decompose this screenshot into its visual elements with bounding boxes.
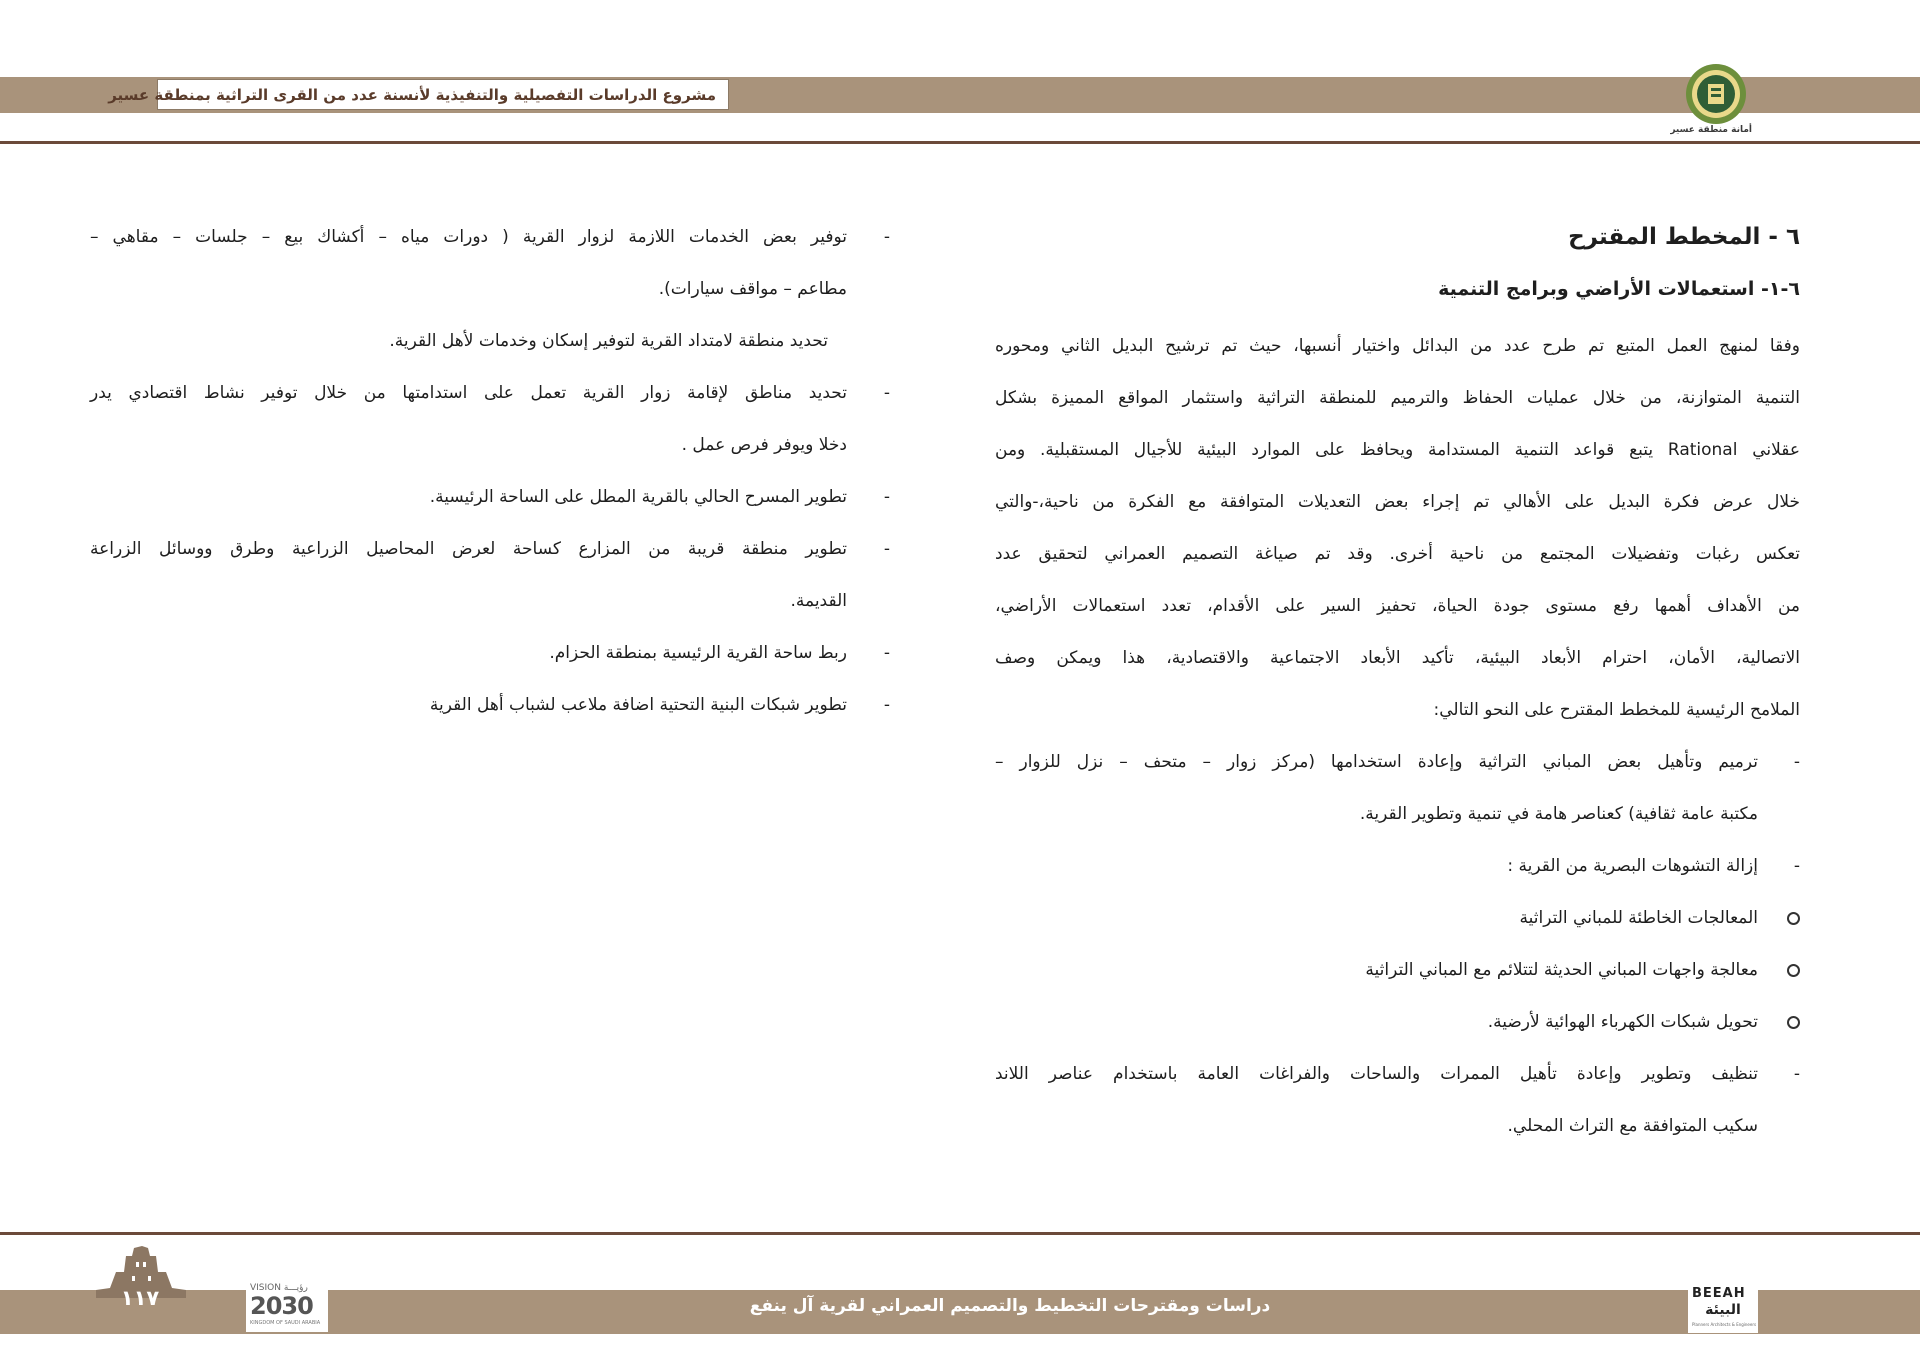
paragraph-line: من الأهداف أهمها رفع مستوى جودة الحياة، تحفيز السير على الأقدام، تعدد استعمالات الأراضي، bbox=[995, 596, 1800, 616]
bullet-item-continuation: دخلا ويوفر فرص عمل . bbox=[681, 435, 847, 455]
paragraph-line: وفقا لمنهج العمل المتبع تم طرح عدد من البدائل واختيار أنسبها، حيث تم ترشيح البديل الثاني ومحوره bbox=[995, 336, 1800, 356]
section-subheading: ٦-١- استعمالات الأراضي وبرامج التنمية bbox=[1438, 278, 1800, 300]
bullet-dash: - bbox=[883, 487, 890, 507]
bullet-item: إزالة التشوهات البصرية من القرية : bbox=[1507, 856, 1758, 876]
paragraph-line: الاتصالية، الأمان، احترام الأبعاد البيئية، تأكيد الأبعاد الاجتماعية والاقتصادية، هذا ويمكن وصف bbox=[995, 648, 1800, 668]
vision-subtitle: KINGDOM OF SAUDI ARABIA bbox=[250, 1320, 321, 1326]
beeah-logo-text: BEEAH bbox=[1692, 1286, 1746, 1301]
bullet-dash: - bbox=[1793, 752, 1800, 772]
bullet-item: توفير بعض الخدمات اللازمة لزوار القرية ( دورات مياه – أكشاك بيع – جلسات – مقاهي – bbox=[90, 227, 847, 247]
paragraph-line: خلال عرض فكرة البديل على الأهالي تم إجراء بعض التعديلات المتوافقة مع الفكرة من ناحية،-والتي bbox=[995, 492, 1800, 512]
vision-year: 2030 bbox=[250, 1292, 313, 1320]
bullet-item: ربط ساحة القرية الرئيسية بمنطقة الحزام. bbox=[549, 643, 847, 663]
beeah-logo-subtitle: Planners Architects & Engineers bbox=[1692, 1322, 1757, 1327]
logo-caption: أمانة منطقة عسير bbox=[1670, 125, 1752, 135]
bullet-item-continuation: مكتبة عامة ثقافية) كعناصر هامة في تنمية وتطوير القرية. bbox=[1359, 804, 1758, 824]
bullet-dash: - bbox=[883, 695, 890, 715]
sub-item: معالجة واجهات المباني الحديثة لتتلائم مع المباني التراثية bbox=[1365, 960, 1758, 980]
circle-bullet-icon bbox=[1787, 912, 1800, 925]
municipality-emblem-icon bbox=[1684, 62, 1748, 126]
sub-item: المعالجات الخاطئة للمباني التراثية bbox=[1519, 908, 1758, 928]
vision-label: VISION رؤيـــة bbox=[250, 1283, 308, 1293]
paragraph-line: الملامح الرئيسية للمخطط المقترح على النحو التالي: bbox=[1433, 700, 1800, 720]
bullet-dash: - bbox=[883, 539, 890, 559]
bullet-item-continuation: مطاعم – مواقف سيارات). bbox=[658, 279, 847, 299]
page-number: ١١٧ bbox=[120, 1286, 160, 1310]
sub-item: تحويل شبكات الكهرباء الهوائية لأرضية. bbox=[1487, 1012, 1758, 1032]
bullet-dash: - bbox=[883, 227, 890, 247]
paragraph-line: التنمية المتوازنة، من خلال عمليات الحفاظ والترميم للمنطقة التراثية واستثمار المواقع المميزة بشكل bbox=[995, 388, 1800, 408]
circle-bullet-icon bbox=[1787, 964, 1800, 977]
bullet-dash: - bbox=[1793, 1064, 1800, 1084]
paragraph-line: تعكس رغبات وتفضيلات المجتمع من ناحية أخرى. وقد تم صياغة التصميم العمراني لتحقيق عدد bbox=[995, 544, 1800, 564]
header-rule bbox=[0, 141, 1920, 144]
project-title-box bbox=[108, 79, 729, 110]
bullet-item: تحديد مناطق لإقامة زوار القرية تعمل على استدامتها من خلال توفير نشاط اقتصادي يدر bbox=[90, 383, 847, 403]
paragraph-line: عقلاني Rational يتبع قواعد التنمية المستدامة ويحافظ على الموارد البيئية للأجيال المستقبلية. ومن bbox=[995, 440, 1800, 460]
project-title: مشروع الدراسات التفصيلية والتنفيذية لأنسنة عدد من القرى التراثية بمنطقة عسير bbox=[108, 85, 716, 104]
bullet-item: ترميم وتأهيل بعض المباني التراثية وإعادة استخدامها (مركز زوار – متحف – نزل للزوار – bbox=[995, 752, 1758, 772]
beeah-logo-arabic: البيئة bbox=[1705, 1302, 1741, 1318]
bullet-item: تطوير منطقة قريبة من المزارع كساحة لعرض المحاصيل الزراعية وطرق ووسائل الزراعة bbox=[90, 539, 847, 559]
bullet-item-continuation: سكيب المتوافقة مع التراث المحلي. bbox=[1507, 1116, 1758, 1136]
footer-title: دراسات ومقترحات التخطيط والتصميم العمراني لقرية آل ينفع bbox=[749, 1296, 1271, 1316]
circle-bullet-icon bbox=[1787, 1016, 1800, 1029]
bullet-item: تنظيف وتطوير وإعادة تأهيل الممرات والساحات والفراغات العامة باستخدام عناصر اللاند bbox=[995, 1064, 1758, 1084]
bullet-dash: - bbox=[1793, 856, 1800, 876]
bullet-item: تطوير شبكات البنية التحتية اضافة ملاعب لشباب أهل القرية bbox=[429, 695, 847, 715]
bullet-dash: - bbox=[883, 643, 890, 663]
footer-rule bbox=[0, 1232, 1920, 1235]
section-heading: ٦ - المخطط المقترح bbox=[1568, 224, 1800, 250]
bullet-dash: - bbox=[883, 383, 890, 403]
bullet-item: تطوير المسرح الحالي بالقرية المطل على الساحة الرئيسية. bbox=[429, 487, 847, 507]
plain-item: تحديد منطقة لامتداد القرية لتوفير إسكان وخدمات لأهل القرية. bbox=[389, 331, 828, 351]
bullet-item-continuation: القديمة. bbox=[790, 591, 847, 611]
